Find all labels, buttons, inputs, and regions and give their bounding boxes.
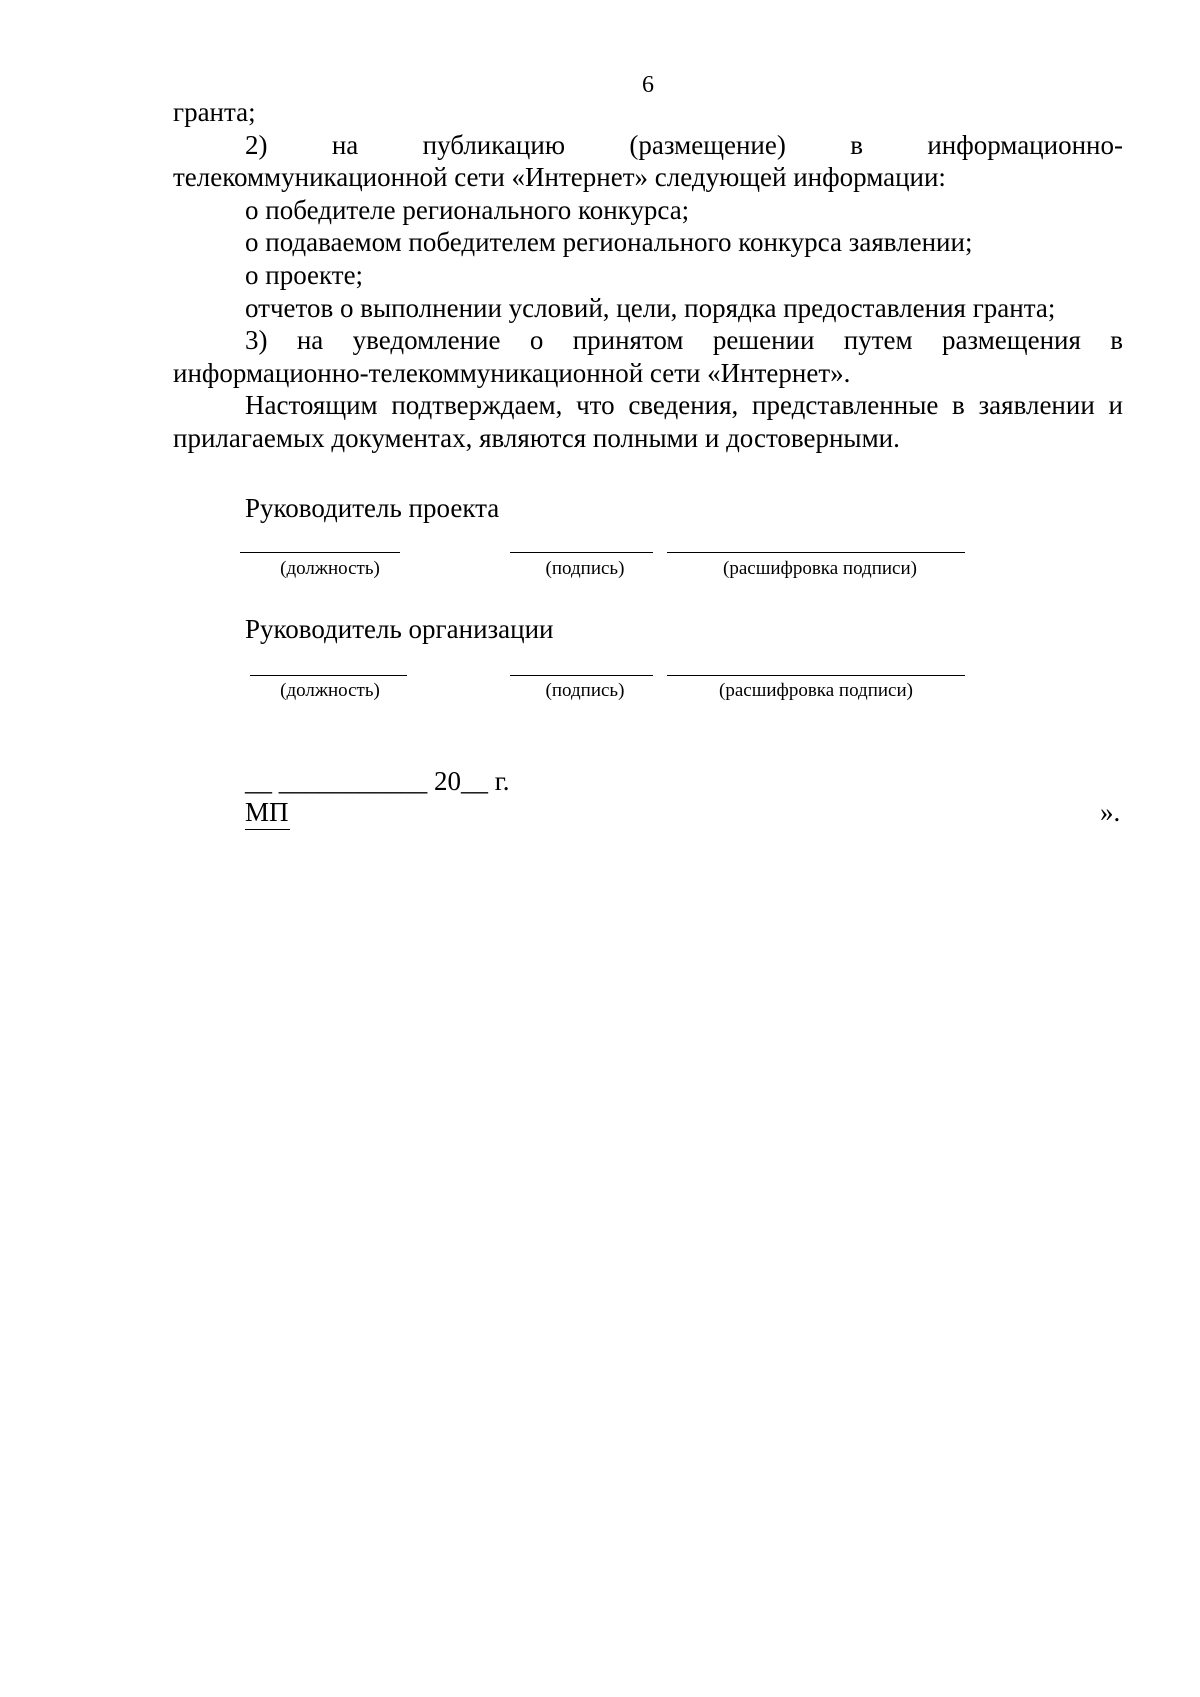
page-number: 6 <box>642 72 654 98</box>
position-caption: (должность) <box>280 558 380 579</box>
signature-decoding-caption: (расшифровка подписи) <box>723 558 917 579</box>
position-caption: (должность) <box>280 680 380 701</box>
date-month-blank: ___________ <box>278 766 428 796</box>
word: представленные <box>752 390 939 421</box>
word: публикацию <box>422 129 565 160</box>
date-year-prefix: 20 <box>434 766 461 796</box>
word: размещения <box>941 325 1081 356</box>
word: Настоящим <box>245 390 378 421</box>
organization-head-heading: Руководитель организации <box>245 614 554 644</box>
stamp-label: МП <box>245 797 289 827</box>
paragraph-confirmation <box>173 389 1123 422</box>
closing-quote: ». <box>1100 797 1121 827</box>
signature-decoding-line <box>667 552 965 553</box>
paragraph-project: о проекте; <box>245 259 364 290</box>
date-day-blank: __ <box>245 766 272 796</box>
word: (размещение) <box>629 129 786 160</box>
stamp-underline <box>245 829 290 830</box>
word: информационно- <box>927 129 1123 160</box>
paragraph-item-2-cont: телекоммуникационной сети «Интернет» следующей информации: <box>173 162 946 193</box>
signature-line <box>510 552 653 553</box>
word: решении <box>712 325 815 356</box>
word: в <box>952 390 965 421</box>
word: заявлении <box>978 390 1095 421</box>
word: в <box>850 129 863 160</box>
position-line <box>250 675 407 676</box>
date-year-blank: __ <box>461 766 488 796</box>
word: в <box>1110 325 1123 356</box>
word: на <box>331 129 359 160</box>
paragraph-grant: гранта; <box>173 97 256 127</box>
paragraph-winner: о победителе регионального конкурса; <box>245 194 690 225</box>
word: уведомление <box>352 325 501 356</box>
signature-decoding-line <box>667 675 965 676</box>
word: принятом <box>572 325 684 356</box>
signature-line <box>510 675 653 676</box>
signature-caption: (подпись) <box>545 680 625 701</box>
paragraph-reports: отчетов о выполнении условий, цели, порядка предоставления гранта; <box>245 292 1056 323</box>
document-body <box>173 96 1123 455</box>
word: что <box>576 390 615 421</box>
paragraph-statement: о подаваемом победителем регионального конкурса заявлении; <box>245 227 973 258</box>
word: 3) <box>245 325 268 356</box>
position-line <box>240 552 400 553</box>
word: путем <box>843 325 913 356</box>
date-suffix: г. <box>494 766 510 796</box>
paragraph-item-3-cont: информационно-телекоммуникационной сети «Интернет». <box>173 357 851 388</box>
paragraph-item-2 <box>173 129 1123 162</box>
project-manager-heading: Руководитель проекта <box>245 493 500 523</box>
signature-decoding-caption: (расшифровка подписи) <box>719 680 913 701</box>
signature-caption: (подпись) <box>545 558 625 579</box>
word: подтверждаем, <box>391 390 563 421</box>
date-line <box>245 766 510 797</box>
paragraph-confirmation-cont: прилагаемых документах, являются полными и достоверными. <box>173 422 900 453</box>
word: сведения, <box>628 390 739 421</box>
word: о <box>529 325 544 356</box>
word: и <box>1108 390 1123 421</box>
word: на <box>296 325 324 356</box>
word: 2) <box>245 129 268 160</box>
paragraph-item-3 <box>173 324 1123 357</box>
